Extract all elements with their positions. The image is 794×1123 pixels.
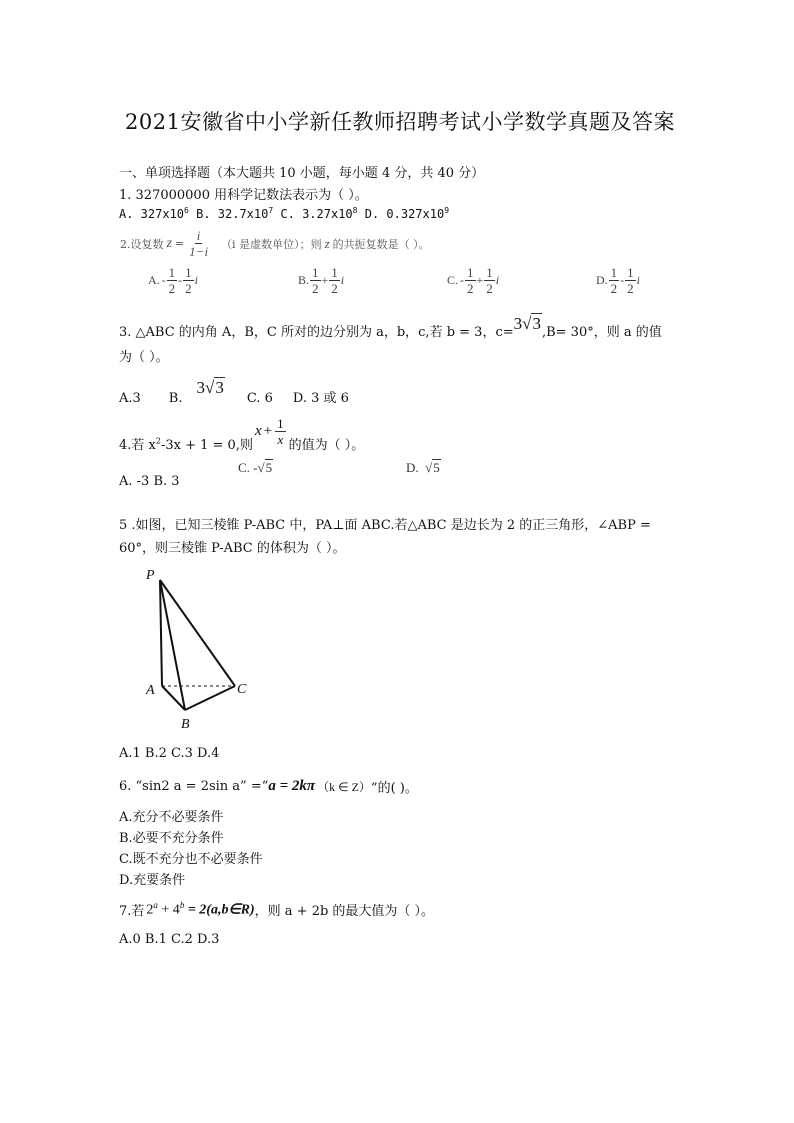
question-4-stem: 4.若 $x^2-3x + 1 = 0$,则 x + $\frac{1}{x}$ 的值为（ ）。 [119,416,365,453]
question-6-option-c: C.既不充分也不必要条件 [119,852,263,867]
question-6-option-a: A.充分不必要条件 [119,810,224,825]
question-4-options-ab: A. -3 B. 3 [119,474,180,489]
section-heading: 一、单项选择题（本大题共 10 小题，每小题 4 分，共 40 分） [119,166,485,181]
question-2-stem: 2.设复数 z = $\frac{i}{1-i}$ （i 是虚数单位）；则 z 的共扼复数是（ ）。 [120,228,430,259]
question-7-options: A.0 B.1 C.2 D.3 [119,932,220,947]
question-3-stem-line1: 3. △ABC 的内角 A，B，C 所对的边分别为 a，b，c,若 b = 3，c= 3√3 ,B= 30°，则 a 的值 [119,314,662,340]
question-4-option-d: D. √5 [406,460,440,475]
vertex-label-p: P [146,568,155,583]
question-2-option-b: B. $\frac{1}{2}$ + $\frac{1}{2}$ i [298,265,345,296]
vertex-label-b: B [181,717,190,732]
question-2-option-a: A. - $\frac{1}{2}$ - $\frac{1}{2}$ i [148,265,199,296]
question-5-stem-line1: 5 .如图，已知三棱锥 P-ABC 中，PA⊥面 ABC.若△ABC 是边长为 2 的正三角形，∠ABP = [119,518,651,533]
question-7-stem: 7.若 $2^a + 4^b$ = 2(a,b∈R) ，则 a + 2b 的最大值为（ ）。 [119,900,435,919]
question-2-option-d: D. $\frac{1}{2}$ - $\frac{1}{2}$ i [596,265,641,296]
vertex-label-c: C [237,682,247,697]
vertex-label-a: A [146,683,155,698]
edge-pa [160,580,162,686]
question-1-options: A. $327x10^6$ B. $32.7x10^7$ C. $3.27x10^8$ D. $0.327x10^9$ [119,206,450,221]
question-1-stem: 1. 327000000 用科学记数法表示为（ ）。 [119,188,368,203]
question-6-option-b: B.必要不充分条件 [119,831,224,846]
edge-pb [160,580,185,710]
question-5-options: A.1 B.2 C.3 D.4 [119,746,220,761]
edge-bc [185,686,235,710]
question-3-stem-line2: 为（ ）。 [119,350,169,365]
question-6-stem: 6. “sin2 a = 2sin a” =“ a = 2kπ （k ∈ Z） ”的( )。 [119,778,418,796]
question-6-option-d: D.充要条件 [119,873,186,888]
page-title: 2021安徽省中小学新任教师招聘考试小学数学真题及答案 [125,110,675,134]
pyramid-diagram [140,560,260,735]
question-5-stem-line2: 60°，则三棱锥 P-ABC 的体积为（ ）。 [119,541,346,556]
question-2-option-c: C. - $\frac{1}{2}$ + $\frac{1}{2}$ i [447,265,500,296]
question-3-options: A.3 B. 3√3 C. 6 D. 3 或 6 [119,378,349,406]
edge-pc [160,580,235,686]
question-4-option-c: C. -√5 [238,460,273,475]
